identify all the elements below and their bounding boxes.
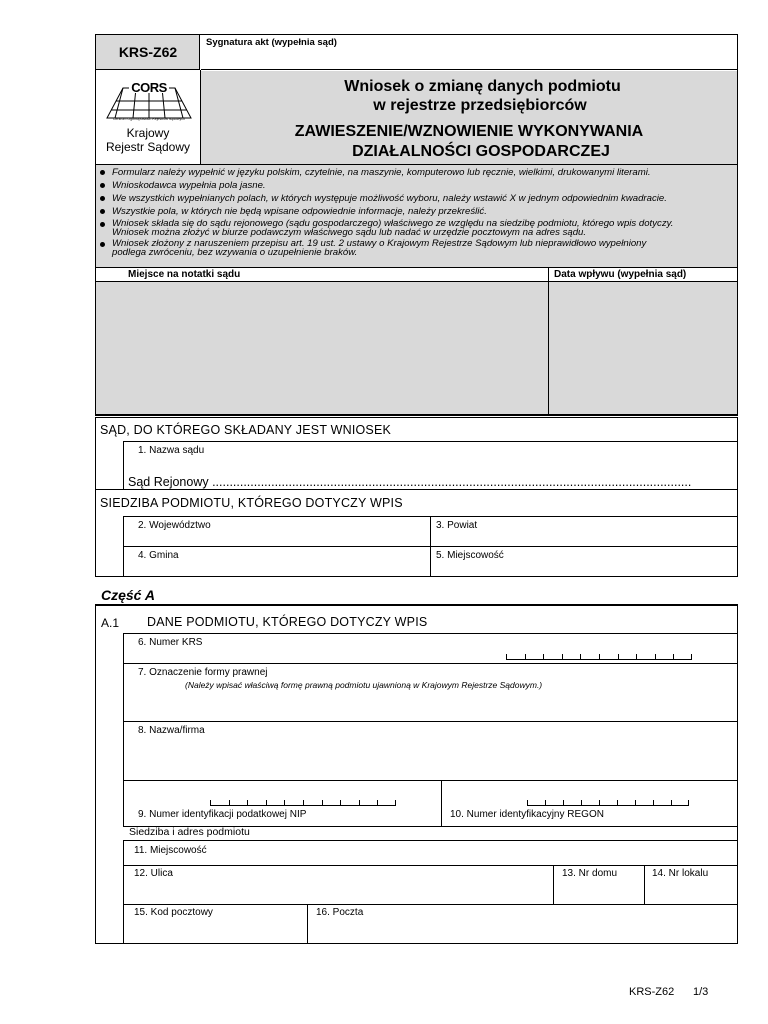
krs-label: 6. Numer KRS	[138, 637, 203, 648]
a1-title: DANE PODMIOTU, KTÓREGO DOTYCZY WPIS	[147, 615, 428, 629]
footer-page-number: 1/3	[693, 986, 709, 998]
footer-form-code: KRS-Z62	[629, 986, 675, 998]
instruction-item: We wszystkich wypełnianych polach, w których występuje możliwość wyboru, należy wstawić X w jednym odpowiednim kwadracie.	[96, 193, 733, 204]
form-title-line1: Wniosek o zmianę danych podmiotu	[344, 78, 621, 95]
city-label: 11. Miejscowość	[134, 845, 207, 856]
instruction-item: Wniosek złożony z naruszeniem przepisu art. 19 ust. 2 ustawy o Krajowym Rejestrze Sądowym lub nieprawidłowo wypełniony podlega zwróceniu, bez wzywania o uzupełnienie braków.	[96, 239, 733, 257]
seat-address-label: Siedziba i adres podmiotu	[129, 826, 250, 838]
city-field[interactable]	[124, 841, 737, 865]
regon-field[interactable]	[527, 795, 689, 807]
instructions-box	[95, 164, 738, 268]
county-field[interactable]	[431, 517, 737, 546]
seat-section-title: SIEDZIBA PODMIOTU, KTÓREGO DOTYCZY WPIS	[100, 496, 403, 510]
form-title-line2: w rejestrze przedsiębiorców	[373, 97, 587, 114]
locality-label: 5. Miejscowość	[436, 550, 504, 561]
house-number-label: 13. Nr domu	[562, 868, 618, 879]
post-office-label: 16. Poczta	[316, 907, 364, 918]
court-name-label: 1. Nazwa sądu	[138, 445, 205, 456]
receipt-date-label: Data wpływu (wypełnia sąd)	[554, 269, 687, 280]
apartment-number-label: 14. Nr lokalu	[652, 868, 709, 879]
court-name-value: Sąd Rejonowy ..........................................................................................................................................	[128, 475, 692, 489]
logo-subtext: Centrum Ogólnopolskich Rejestrów Sądowych	[113, 117, 185, 121]
signature-label: Sygnatura akt (wypełnia sąd)	[206, 37, 337, 48]
form-subtitle-line1: ZAWIESZENIE/WZNOWIENIE WYKONYWANIA	[294, 123, 644, 140]
instruction-item: Formularz należy wypełnić w języku polskim, czytelnie, na maszynie, komputerowo lub ręcznie, wielkimi, drukowanymi literami.	[96, 167, 733, 178]
company-name-label: 8. Nazwa/firma	[138, 725, 205, 736]
house-number-field[interactable]	[554, 866, 644, 904]
legal-form-note: (Należy wpisać właściwą formę prawną podmiotu ujawnioną w Krajowym Rejestrze Sądowym.)	[185, 680, 543, 690]
apartment-number-field[interactable]	[645, 866, 737, 904]
street-field[interactable]	[124, 866, 553, 904]
voivodeship-field[interactable]	[124, 517, 430, 546]
company-name-field[interactable]	[124, 738, 737, 780]
county-label: 3. Powiat	[436, 520, 478, 531]
form-code: KRS-Z62	[118, 44, 178, 60]
registry-line1: Krajowy	[126, 126, 170, 140]
nip-digit-boxes	[210, 799, 396, 806]
krs-digit-boxes	[506, 653, 692, 660]
instruction-item: Wnioskodawca wypełnia pola jasne.	[96, 180, 733, 191]
regon-label: 10. Numer identyfikacyjny REGON	[450, 809, 604, 820]
street-label: 12. Ulica	[134, 868, 173, 879]
instructions-list	[96, 167, 733, 257]
postal-code-label: 15. Kod pocztowy	[134, 907, 213, 918]
nip-field[interactable]	[210, 795, 396, 807]
krs-number-field[interactable]	[506, 650, 692, 660]
instruction-item: Wniosek składa się do sądu rejonowego (sądu gospodarczego) właściwego ze względu na siedzibę podmiotu, którego wpis dotyczy. Wniosek można złożyć w biurze podawczym właściwego sądu lub nadać w urzędzie pocztowym na adres sądu.	[96, 219, 733, 237]
court-notes-box	[95, 267, 738, 416]
legal-form-field[interactable]	[124, 692, 737, 720]
postal-code-field[interactable]	[124, 905, 307, 943]
court-notes-label: Miejsce na notatki sądu	[128, 269, 241, 280]
locality-field[interactable]	[431, 547, 737, 576]
part-a-heading: Część A	[101, 587, 155, 603]
nip-label: 9. Numer identyfikacji podatkowej NIP	[138, 809, 307, 820]
logo-text: CORS	[131, 80, 167, 95]
form-subtitle-line2: DZIAŁALNOŚCI GOSPODARCZEJ	[352, 143, 610, 160]
registry-line2: Rejestr Sądowy	[105, 140, 191, 154]
commune-label: 4. Gmina	[138, 550, 179, 561]
court-section-title: SĄD, DO KTÓREGO SKŁADANY JEST WNIOSEK	[100, 423, 392, 437]
legal-form-label: 7. Oznaczenie formy prawnej	[138, 667, 268, 678]
a1-number: A.1	[101, 616, 120, 630]
post-office-field[interactable]	[308, 905, 737, 943]
voivodeship-label: 2. Województwo	[138, 520, 211, 531]
regon-digit-boxes	[527, 799, 689, 806]
commune-field[interactable]	[124, 547, 430, 576]
instruction-item: Wszystkie pola, w których nie będą wpisane odpowiednie informacje, należy przekreślić.	[96, 206, 733, 217]
